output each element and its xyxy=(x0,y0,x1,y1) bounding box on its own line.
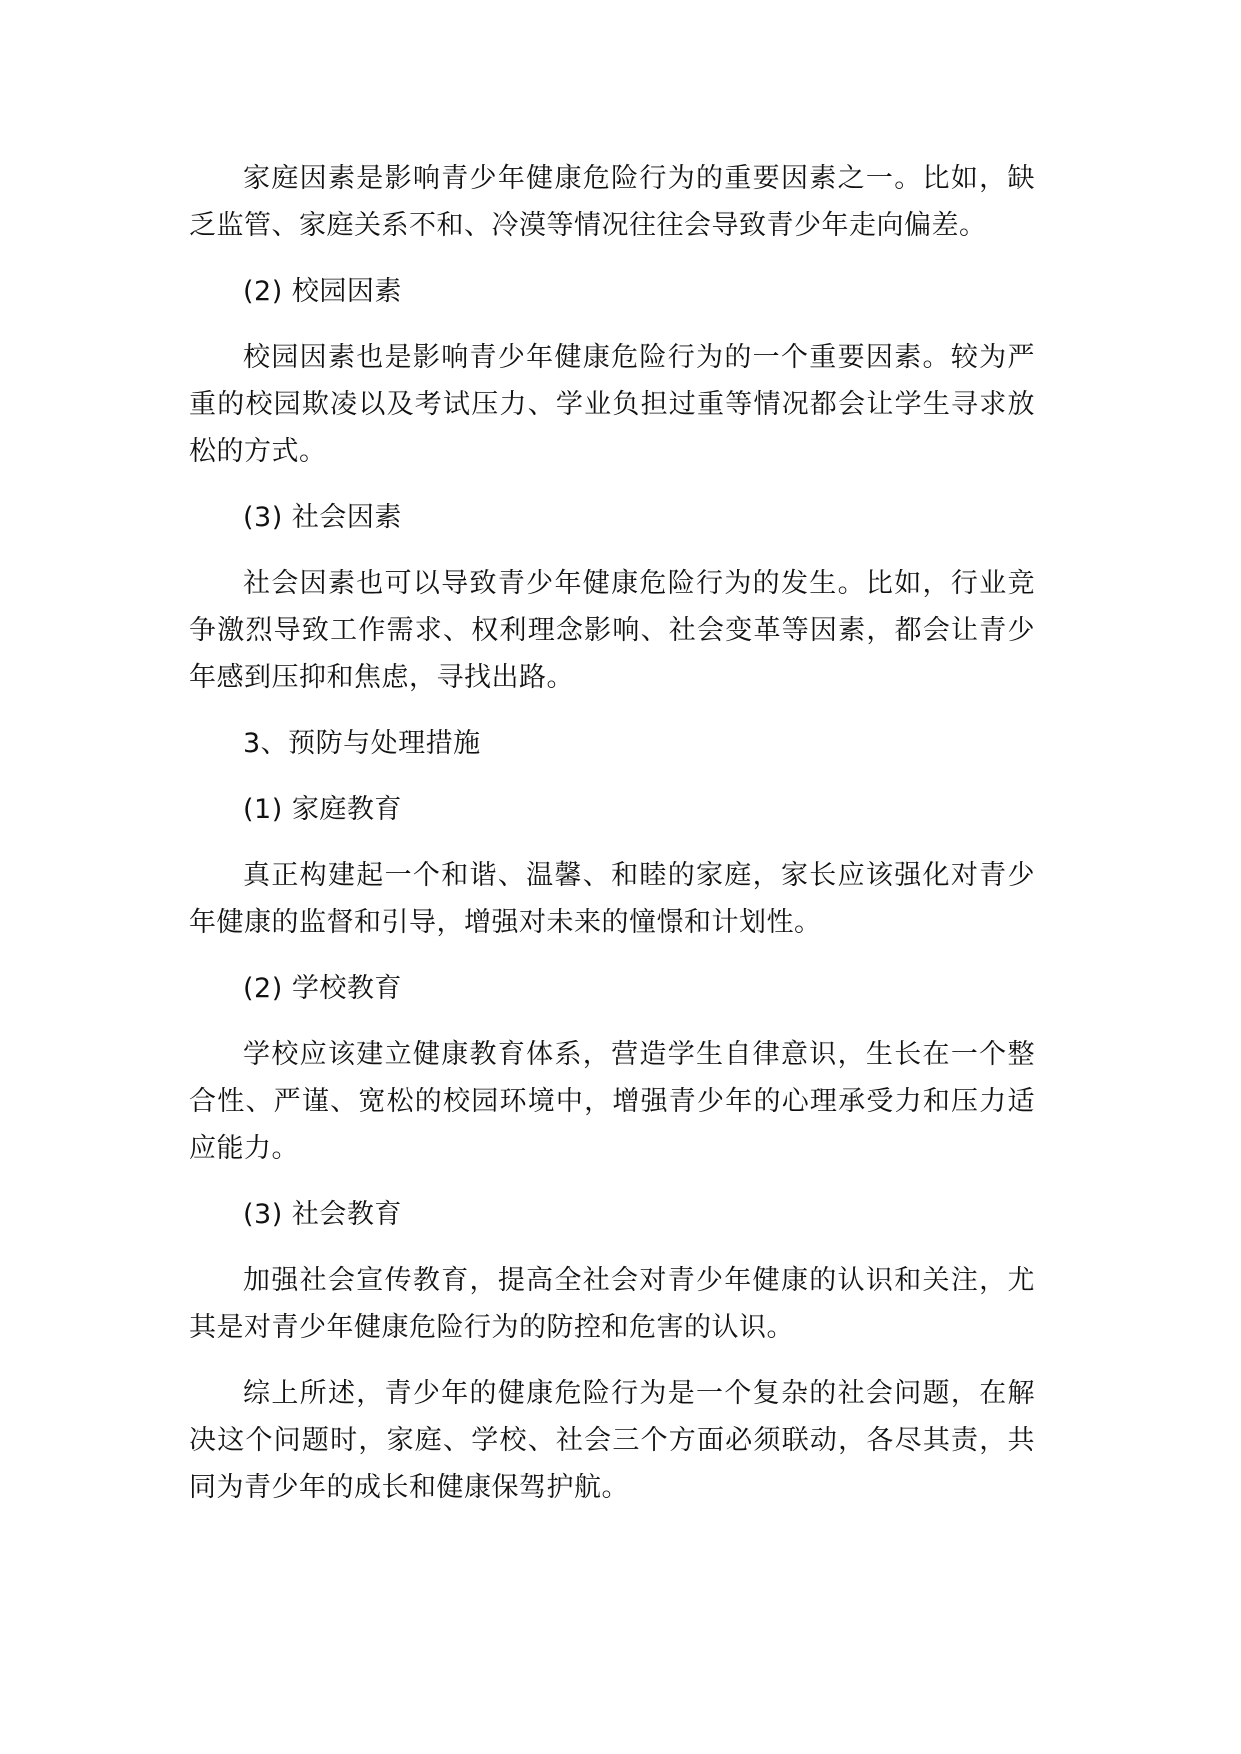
paragraph-social-education: 加强社会宣传教育，提高全社会对青少年健康的认识和关注，尤其是对青少年健康危险行为的防控和危害的认识。 xyxy=(189,1265,1035,1343)
heading-family-education: (1) 家庭教育 xyxy=(243,794,402,825)
paragraph-campus-factors: 校园因素也是影响青少年健康危险行为的一个重要因素。较为严重的校园欺凌以及考试压力、学业负担过重等情况都会让学生寻求放松的方式。 xyxy=(189,342,1035,467)
paragraph-family-education: 真正构建起一个和谐、温馨、和睦的家庭，家长应该强化对青少年健康的监督和引导，增强对未来的憧憬和计划性。 xyxy=(189,860,1035,938)
heading-social-education: (3) 社会教育 xyxy=(243,1199,402,1230)
paragraph-family-factors: 家庭因素是影响青少年健康危险行为的重要因素之一。比如，缺乏监管、家庭关系不和、冷漠等情况往往会导致青少年走向偏差。 xyxy=(189,163,1035,241)
heading-campus-factors: (2) 校园因素 xyxy=(243,276,402,307)
heading-prevention-measures: 3、预防与处理措施 xyxy=(243,728,481,759)
paragraph-school-education: 学校应该建立健康教育体系，营造学生自律意识，生长在一个整合性、严谨、宽松的校园环境中，增强青少年的心理承受力和压力适应能力。 xyxy=(189,1039,1035,1164)
paragraph-conclusion: 综上所述，青少年的健康危险行为是一个复杂的社会问题，在解决这个问题时，家庭、学校、社会三个方面必须联动，各尽其责，共同为青少年的成长和健康保驾护航。 xyxy=(189,1378,1035,1503)
document-body xyxy=(189,155,1035,1530)
paragraph-social-factors: 社会因素也可以导致青少年健康危险行为的发生。比如，行业竞争激烈导致工作需求、权利理念影响、社会变革等因素，都会让青少年感到压抑和焦虑，寻找出路。 xyxy=(189,568,1035,693)
heading-school-education: (2) 学校教育 xyxy=(243,973,402,1004)
heading-social-factors: (3) 社会因素 xyxy=(243,502,402,533)
